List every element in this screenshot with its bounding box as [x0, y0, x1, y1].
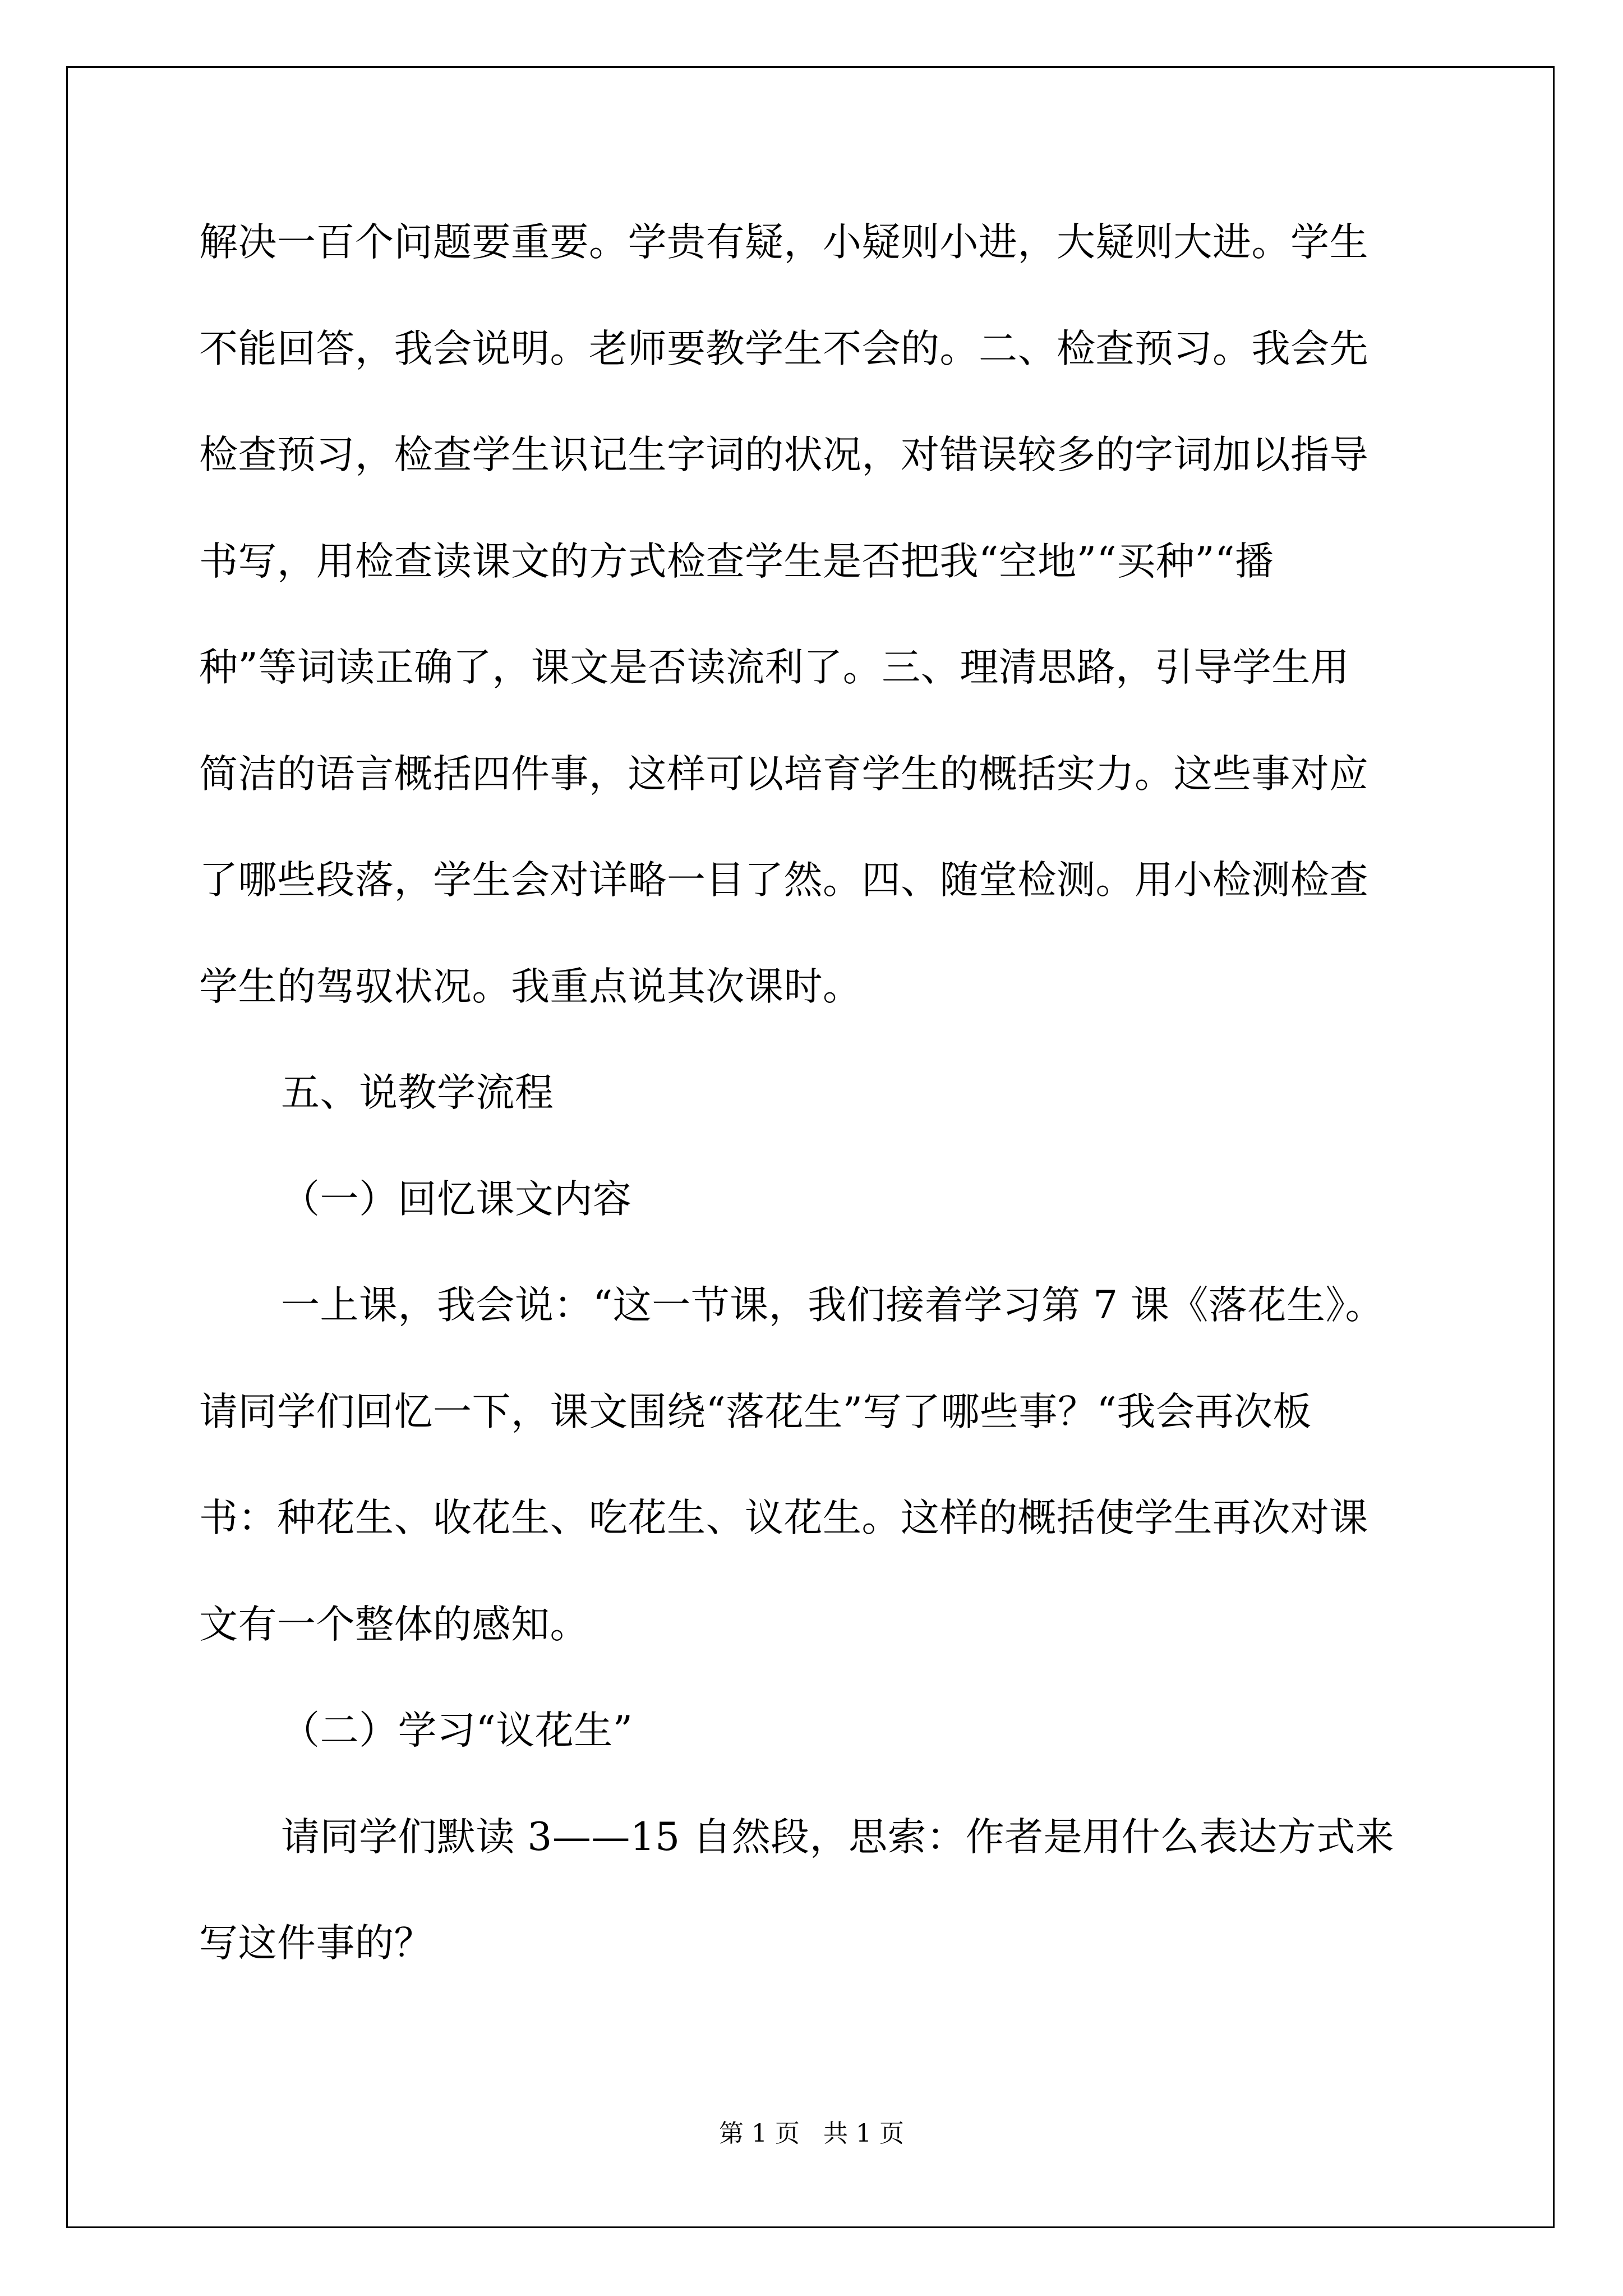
paragraph-line: 文有一个整体的感知。 [199, 1602, 589, 1647]
paragraph-line: 书：种花生、收花生、吃花生、议花生。这样的概括使学生再次对课 [199, 1496, 1368, 1540]
section-heading: 五、说教学流程 [281, 1070, 554, 1115]
paragraph-line: 一上课，我会说：“这一节课，我们接着学习第 7 课《落花生》。 [281, 1283, 1385, 1328]
subsection-heading: （二）学习“议花生” [281, 1708, 633, 1753]
paragraph-line: 写这件事的？ [199, 1921, 433, 1966]
paragraph-line: 书写，用检查读课文的方式检查学生是否把我“空地”“买种”“播 [199, 539, 1274, 584]
paragraph-line: 简洁的语言概括四件事，这样可以培育学生的概括实力。这些事对应 [199, 751, 1368, 797]
paragraph-line: 不能回答，我会说明。老师要教学生不会的。二、检查预习。我会先 [199, 326, 1368, 371]
document-body [199, 214, 1450, 2022]
subsection-heading: （一）回忆课文内容 [281, 1176, 632, 1222]
paragraph-line: 解决一百个问题要重要。学贵有疑，小疑则小进，大疑则大进。学生 [199, 220, 1368, 265]
paragraph-line: 了哪些段落，学生会对详略一目了然。四、随堂检测。用小检测检查 [199, 858, 1368, 903]
paragraph-line: 请同学们回忆一下，课文围绕“落花生”写了哪些事？“我会再次板 [199, 1389, 1312, 1434]
paragraph-line: 检查预习，检查学生识记生字词的状况，对错误较多的字词加以指导 [199, 432, 1368, 477]
paragraph-line: 学生的驾驭状况。我重点说其次课时。 [199, 964, 862, 1009]
paragraph-line: 种”等词读正确了，课文是否读流利了。三、理清思路，引导学生用 [199, 645, 1350, 690]
paragraph-line: 请同学们默读 3——15 自然段，思索：作者是用什么表达方式来 [281, 1814, 1395, 1860]
page-number-footer: 第 1 页 共 1 页 [719, 2119, 904, 2148]
